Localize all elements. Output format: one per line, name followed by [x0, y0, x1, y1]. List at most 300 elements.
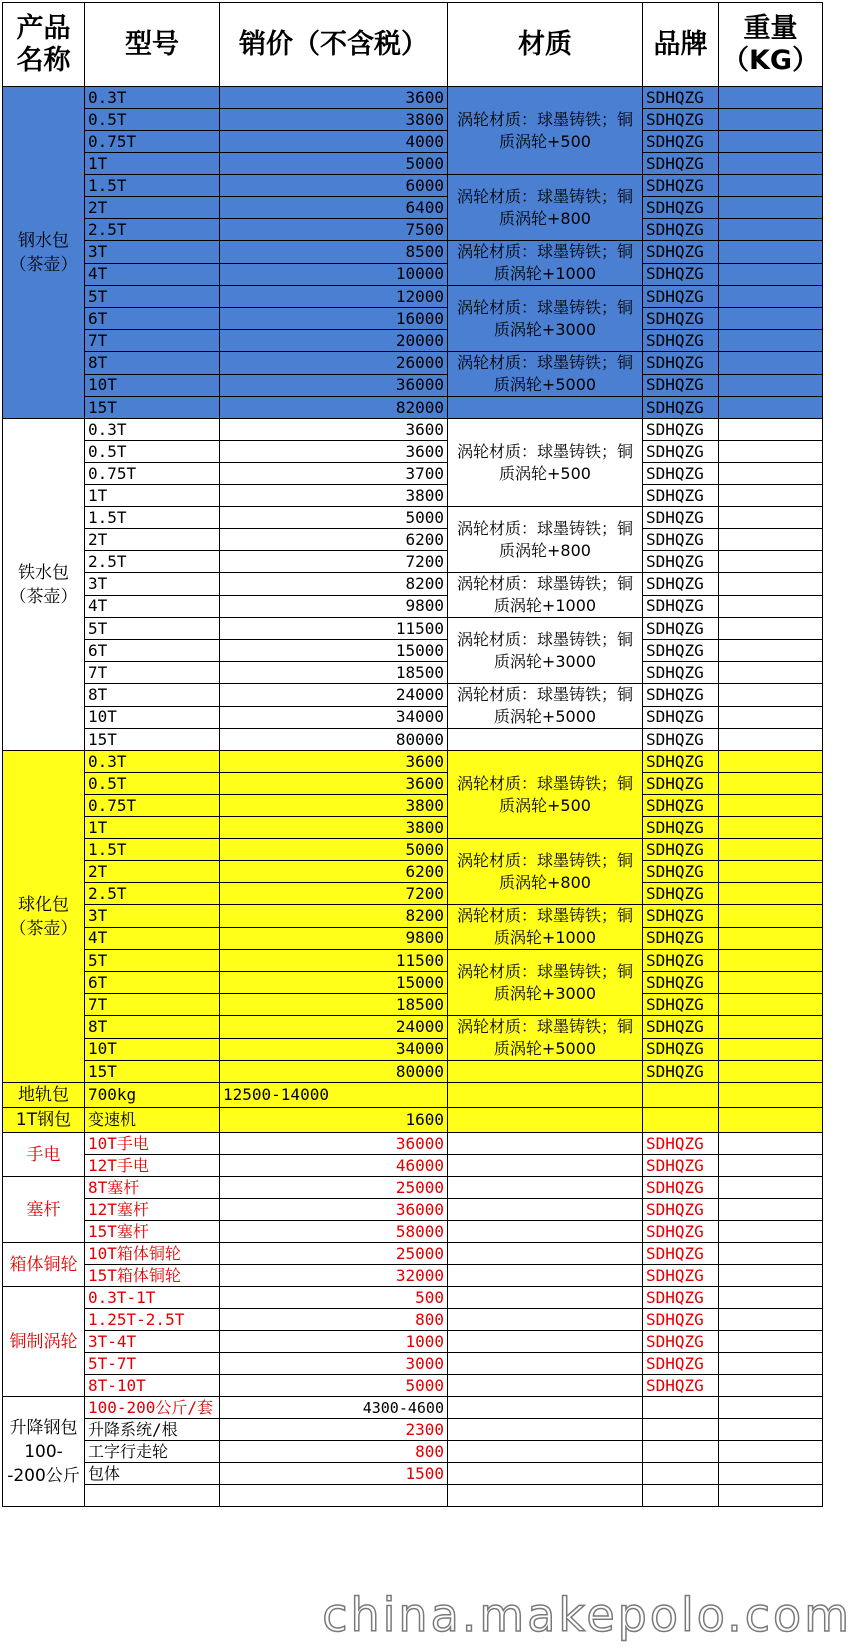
model-cell: 5T-7T — [85, 1353, 220, 1375]
material-cell — [448, 1155, 643, 1177]
weight-cell — [719, 1353, 823, 1375]
price-cell: 9800 — [220, 595, 448, 618]
material-cell: 涡轮材质：球墨铸铁；铜质涡轮+500 — [448, 419, 643, 507]
brand-cell: SDHQZG — [643, 640, 719, 662]
weight-cell — [719, 905, 823, 928]
table-row — [3, 1177, 823, 1199]
model-cell: 8T — [85, 1016, 220, 1039]
brand-cell: SDHQZG — [643, 330, 719, 352]
weight-cell — [719, 1083, 823, 1108]
table-row — [3, 1441, 823, 1463]
table-row — [3, 131, 823, 153]
model-cell: 0.5T — [85, 109, 220, 131]
brand-cell: SDHQZG — [643, 883, 719, 905]
weight-cell — [719, 330, 823, 352]
model-cell: 15T — [85, 1061, 220, 1083]
model-cell: 8T — [85, 684, 220, 707]
price-cell: 6200 — [220, 861, 448, 883]
price-cell: 5000 — [220, 153, 448, 175]
weight-cell — [719, 219, 823, 241]
table-row — [3, 1397, 823, 1419]
brand-cell: SDHQZG — [643, 1309, 719, 1331]
product-name-cell: 手电 — [3, 1133, 85, 1177]
weight-cell — [719, 861, 823, 883]
price-cell: 26000 — [220, 352, 448, 375]
model-cell: 2T — [85, 529, 220, 551]
table-row — [3, 684, 823, 707]
header-price: 销价（不含税） — [220, 3, 448, 87]
model-cell: 100-200公斤/套 — [85, 1397, 220, 1419]
model-cell: 0.5T — [85, 441, 220, 463]
table-row — [3, 1375, 823, 1397]
price-cell: 25000 — [220, 1243, 448, 1265]
model-cell: 3T-4T — [85, 1331, 220, 1353]
table-row — [3, 1155, 823, 1177]
table-row — [3, 1485, 823, 1507]
price-cell: 1000 — [220, 1331, 448, 1353]
material-cell — [448, 1419, 643, 1441]
brand-cell: SDHQZG — [643, 1375, 719, 1397]
table-row — [3, 263, 823, 286]
material-cell: 涡轮材质：球墨铸铁；铜质涡轮+5000 — [448, 1016, 643, 1061]
weight-cell — [719, 950, 823, 972]
model-cell: 1T — [85, 153, 220, 175]
table-row — [3, 1353, 823, 1375]
brand-cell: SDHQZG — [643, 374, 719, 397]
material-cell: 涡轮材质：球墨铸铁；铜质涡轮+5000 — [448, 684, 643, 729]
table-body — [3, 3, 823, 1507]
brand-cell: SDHQZG — [643, 1243, 719, 1265]
model-cell: 15T塞杆 — [85, 1221, 220, 1243]
model-cell: 2.5T — [85, 883, 220, 905]
table-row — [3, 573, 823, 596]
brand-cell: SDHQZG — [643, 1038, 719, 1061]
header-product-name: 产品名称 — [3, 3, 85, 87]
weight-cell — [719, 441, 823, 463]
brand-cell: SDHQZG — [643, 87, 719, 109]
model-cell: 6T — [85, 308, 220, 330]
table-row — [3, 618, 823, 640]
price-cell: 82000 — [220, 397, 448, 419]
brand-cell: SDHQZG — [643, 706, 719, 729]
brand-cell: SDHQZG — [643, 463, 719, 485]
table-row — [3, 153, 823, 175]
product-name-cell: 地轨包 — [3, 1083, 85, 1108]
price-cell: 36000 — [220, 1133, 448, 1155]
price-cell: 7200 — [220, 883, 448, 905]
product-name-cell: 1T钢包 — [3, 1108, 85, 1133]
weight-cell — [719, 839, 823, 861]
table-row — [3, 839, 823, 861]
brand-cell: SDHQZG — [643, 1265, 719, 1287]
price-cell: 7500 — [220, 219, 448, 241]
material-cell: 涡轮材质：球墨铸铁；铜质涡轮+500 — [448, 87, 643, 175]
price-cell: 3600 — [220, 441, 448, 463]
weight-cell — [719, 507, 823, 529]
brand-cell: SDHQZG — [643, 817, 719, 839]
brand-cell: SDHQZG — [643, 109, 719, 131]
material-cell — [448, 1221, 643, 1243]
weight-cell — [719, 153, 823, 175]
brand-cell: SDHQZG — [643, 1287, 719, 1309]
table-row — [3, 374, 823, 397]
model-cell: 10T — [85, 374, 220, 397]
price-cell: 3600 — [220, 773, 448, 795]
brand-cell — [643, 1397, 719, 1419]
table-row — [3, 1419, 823, 1441]
model-cell: 12T塞杆 — [85, 1199, 220, 1221]
model-cell: 4T — [85, 263, 220, 286]
price-cell: 8200 — [220, 905, 448, 928]
model-cell: 工字行走轮 — [85, 1441, 220, 1463]
table-row — [3, 595, 823, 618]
brand-cell: SDHQZG — [643, 573, 719, 596]
brand-cell: SDHQZG — [643, 729, 719, 751]
table-row — [3, 441, 823, 463]
brand-cell — [643, 1463, 719, 1485]
brand-cell — [643, 1083, 719, 1108]
model-cell: 6T — [85, 640, 220, 662]
table-row — [3, 1061, 823, 1083]
brand-cell: SDHQZG — [643, 1016, 719, 1039]
material-cell: 涡轮材质：球墨铸铁；铜质涡轮+3000 — [448, 286, 643, 352]
price-cell: 25000 — [220, 1177, 448, 1199]
model-cell: 2T — [85, 861, 220, 883]
material-cell — [448, 1243, 643, 1265]
brand-cell: SDHQZG — [643, 1061, 719, 1083]
price-cell: 36000 — [220, 374, 448, 397]
model-cell: 700kg — [85, 1083, 220, 1108]
price-cell: 3600 — [220, 751, 448, 773]
weight-cell — [719, 773, 823, 795]
model-cell: 6T — [85, 972, 220, 994]
material-cell: 涡轮材质：球墨铸铁；铜质涡轮+1000 — [448, 905, 643, 950]
weight-cell — [719, 573, 823, 596]
weight-cell — [719, 706, 823, 729]
brand-cell: SDHQZG — [643, 618, 719, 640]
product-name-cell: 升降钢包100--200公斤 — [3, 1397, 85, 1507]
table-row — [3, 1108, 823, 1133]
material-cell — [448, 1375, 643, 1397]
model-cell: 7T — [85, 662, 220, 684]
table-row — [3, 463, 823, 485]
weight-cell — [719, 1177, 823, 1199]
material-cell — [448, 1353, 643, 1375]
weight-cell — [719, 1375, 823, 1397]
model-cell: 包体 — [85, 1463, 220, 1485]
material-cell — [448, 397, 643, 419]
weight-cell — [719, 175, 823, 197]
price-cell: 11500 — [220, 618, 448, 640]
model-cell: 1.25T-2.5T — [85, 1309, 220, 1331]
brand-cell: SDHQZG — [643, 131, 719, 153]
product-name-cell: 箱体铜轮 — [3, 1243, 85, 1287]
weight-cell — [719, 972, 823, 994]
weight-cell — [719, 1397, 823, 1419]
brand-cell: SDHQZG — [643, 1155, 719, 1177]
table-row — [3, 972, 823, 994]
table-row — [3, 1016, 823, 1039]
brand-cell: SDHQZG — [643, 485, 719, 507]
product-name-cell: 钢水包（茶壶） — [3, 87, 85, 419]
material-cell: 涡轮材质：球墨铸铁；铜质涡轮+3000 — [448, 950, 643, 1016]
price-cell: 3800 — [220, 485, 448, 507]
weight-cell — [719, 1108, 823, 1133]
model-cell: 15T — [85, 729, 220, 751]
price-cell: 36000 — [220, 1199, 448, 1221]
table-row — [3, 1199, 823, 1221]
watermark: china.makepolo.com — [322, 1588, 852, 1642]
brand-cell: SDHQZG — [643, 397, 719, 419]
table-row — [3, 1133, 823, 1155]
price-cell: 18500 — [220, 994, 448, 1016]
model-cell: 3T — [85, 573, 220, 596]
header-weight: 重量（KG） — [719, 3, 823, 87]
model-cell: 10T箱体铜轮 — [85, 1243, 220, 1265]
weight-cell — [719, 1016, 823, 1039]
table-row — [3, 662, 823, 684]
model-cell: 0.3T-1T — [85, 1287, 220, 1309]
table-row — [3, 640, 823, 662]
brand-cell: SDHQZG — [643, 684, 719, 707]
model-cell: 5T — [85, 286, 220, 308]
price-cell: 8200 — [220, 573, 448, 596]
price-cell: 800 — [220, 1309, 448, 1331]
table-row — [3, 1309, 823, 1331]
weight-cell — [719, 994, 823, 1016]
model-cell: 1T — [85, 817, 220, 839]
price-cell: 11500 — [220, 950, 448, 972]
weight-cell — [719, 463, 823, 485]
price-cell: 15000 — [220, 640, 448, 662]
price-cell: 3600 — [220, 419, 448, 441]
price-cell: 24000 — [220, 684, 448, 707]
weight-cell — [719, 1199, 823, 1221]
table-row — [3, 1265, 823, 1287]
model-cell: 3T — [85, 241, 220, 264]
weight-cell — [719, 1485, 823, 1507]
price-cell: 18500 — [220, 662, 448, 684]
brand-cell — [643, 1108, 719, 1133]
table-row — [3, 197, 823, 219]
model-cell: 升降系统/根 — [85, 1419, 220, 1441]
brand-cell: SDHQZG — [643, 662, 719, 684]
weight-cell — [719, 1133, 823, 1155]
table-row — [3, 729, 823, 751]
brand-cell — [643, 1441, 719, 1463]
material-cell: 涡轮材质：球墨铸铁；铜质涡轮+800 — [448, 839, 643, 905]
brand-cell: SDHQZG — [643, 751, 719, 773]
weight-cell — [719, 1038, 823, 1061]
material-cell: 涡轮材质：球墨铸铁；铜质涡轮+800 — [448, 507, 643, 573]
price-cell: 3800 — [220, 109, 448, 131]
price-cell: 500 — [220, 1287, 448, 1309]
weight-cell — [719, 1309, 823, 1331]
brand-cell: SDHQZG — [643, 153, 719, 175]
price-cell: 32000 — [220, 1265, 448, 1287]
price-cell: 80000 — [220, 1061, 448, 1083]
weight-cell — [719, 529, 823, 551]
weight-cell — [719, 374, 823, 397]
table-row — [3, 950, 823, 972]
product-name-cell: 球化包（茶壶） — [3, 751, 85, 1083]
price-cell: 4000 — [220, 131, 448, 153]
weight-cell — [719, 485, 823, 507]
price-cell: 1500 — [220, 1463, 448, 1485]
brand-cell: SDHQZG — [643, 1199, 719, 1221]
weight-cell — [719, 1061, 823, 1083]
table-row — [3, 308, 823, 330]
table-row — [3, 883, 823, 905]
model-cell: 7T — [85, 994, 220, 1016]
brand-cell: SDHQZG — [643, 1353, 719, 1375]
model-cell: 2.5T — [85, 551, 220, 573]
model-cell — [85, 1485, 220, 1507]
header-row — [3, 3, 823, 87]
model-cell: 8T塞杆 — [85, 1177, 220, 1199]
brand-cell: SDHQZG — [643, 286, 719, 308]
weight-cell — [719, 1331, 823, 1353]
weight-cell — [719, 817, 823, 839]
price-cell: 5000 — [220, 839, 448, 861]
brand-cell: SDHQZG — [643, 197, 719, 219]
model-cell: 2.5T — [85, 219, 220, 241]
price-cell: 800 — [220, 1441, 448, 1463]
material-cell — [448, 1485, 643, 1507]
material-cell — [448, 1061, 643, 1083]
table-row — [3, 219, 823, 241]
price-cell: 80000 — [220, 729, 448, 751]
weight-cell — [719, 595, 823, 618]
price-cell: 6000 — [220, 175, 448, 197]
material-cell — [448, 1287, 643, 1309]
price-cell: 12000 — [220, 286, 448, 308]
material-cell — [448, 1199, 643, 1221]
product-name-cell: 塞杆 — [3, 1177, 85, 1243]
weight-cell — [719, 1221, 823, 1243]
header-brand: 品牌 — [643, 3, 719, 87]
material-cell — [448, 1108, 643, 1133]
brand-cell: SDHQZG — [643, 1331, 719, 1353]
table-row — [3, 773, 823, 795]
material-cell — [448, 1083, 643, 1108]
weight-cell — [719, 241, 823, 264]
brand-cell: SDHQZG — [643, 595, 719, 618]
table-row — [3, 706, 823, 729]
model-cell: 5T — [85, 950, 220, 972]
material-cell: 涡轮材质：球墨铸铁；铜质涡轮+5000 — [448, 352, 643, 397]
material-cell — [448, 1133, 643, 1155]
model-cell: 1.5T — [85, 507, 220, 529]
price-cell: 3800 — [220, 795, 448, 817]
table-row — [3, 529, 823, 551]
table-row — [3, 1083, 823, 1108]
model-cell: 2T — [85, 197, 220, 219]
table-row — [3, 551, 823, 573]
table-row — [3, 109, 823, 131]
table-row — [3, 1463, 823, 1485]
brand-cell: SDHQZG — [643, 352, 719, 375]
weight-cell — [719, 1243, 823, 1265]
model-cell: 8T-10T — [85, 1375, 220, 1397]
table-row — [3, 397, 823, 419]
table-row — [3, 795, 823, 817]
model-cell: 1.5T — [85, 175, 220, 197]
table-row — [3, 905, 823, 928]
table-row — [3, 241, 823, 264]
price-cell: 5000 — [220, 507, 448, 529]
brand-cell: SDHQZG — [643, 441, 719, 463]
price-cell: 20000 — [220, 330, 448, 352]
material-cell — [448, 1397, 643, 1419]
model-cell: 10T手电 — [85, 1133, 220, 1155]
brand-cell — [643, 1419, 719, 1441]
table-row — [3, 352, 823, 375]
brand-cell: SDHQZG — [643, 839, 719, 861]
weight-cell — [719, 352, 823, 375]
weight-cell — [719, 1287, 823, 1309]
weight-cell — [719, 684, 823, 707]
brand-cell: SDHQZG — [643, 905, 719, 928]
price-cell: 34000 — [220, 1038, 448, 1061]
brand-cell: SDHQZG — [643, 950, 719, 972]
price-cell: 58000 — [220, 1221, 448, 1243]
price-cell: 3700 — [220, 463, 448, 485]
weight-cell — [719, 109, 823, 131]
model-cell: 10T — [85, 706, 220, 729]
model-cell: 0.5T — [85, 773, 220, 795]
price-table — [2, 2, 823, 1507]
brand-cell: SDHQZG — [643, 263, 719, 286]
model-cell: 0.3T — [85, 751, 220, 773]
model-cell: 8T — [85, 352, 220, 375]
material-cell — [448, 1177, 643, 1199]
model-cell: 15T箱体铜轮 — [85, 1265, 220, 1287]
brand-cell: SDHQZG — [643, 219, 719, 241]
brand-cell: SDHQZG — [643, 241, 719, 264]
table-row — [3, 1287, 823, 1309]
table-row — [3, 507, 823, 529]
weight-cell — [719, 286, 823, 308]
model-cell: 7T — [85, 330, 220, 352]
weight-cell — [719, 131, 823, 153]
table-row — [3, 751, 823, 773]
table-row — [3, 1243, 823, 1265]
model-cell: 3T — [85, 905, 220, 928]
table-row — [3, 1331, 823, 1353]
price-cell: 8500 — [220, 241, 448, 264]
material-cell: 涡轮材质：球墨铸铁；铜质涡轮+3000 — [448, 618, 643, 684]
price-cell: 6200 — [220, 529, 448, 551]
weight-cell — [719, 1265, 823, 1287]
material-cell — [448, 1331, 643, 1353]
table-row — [3, 419, 823, 441]
price-cell: 9800 — [220, 927, 448, 950]
material-cell: 涡轮材质：球墨铸铁；铜质涡轮+1000 — [448, 241, 643, 286]
weight-cell — [719, 618, 823, 640]
price-cell: 2300 — [220, 1419, 448, 1441]
table-row — [3, 817, 823, 839]
table-row — [3, 485, 823, 507]
table-row — [3, 175, 823, 197]
price-cell: 10000 — [220, 263, 448, 286]
model-cell: 0.75T — [85, 463, 220, 485]
model-cell: 4T — [85, 595, 220, 618]
header-material: 材质 — [448, 3, 643, 87]
brand-cell: SDHQZG — [643, 927, 719, 950]
price-cell: 5000 — [220, 1375, 448, 1397]
material-cell: 涡轮材质：球墨铸铁；铜质涡轮+1000 — [448, 573, 643, 618]
